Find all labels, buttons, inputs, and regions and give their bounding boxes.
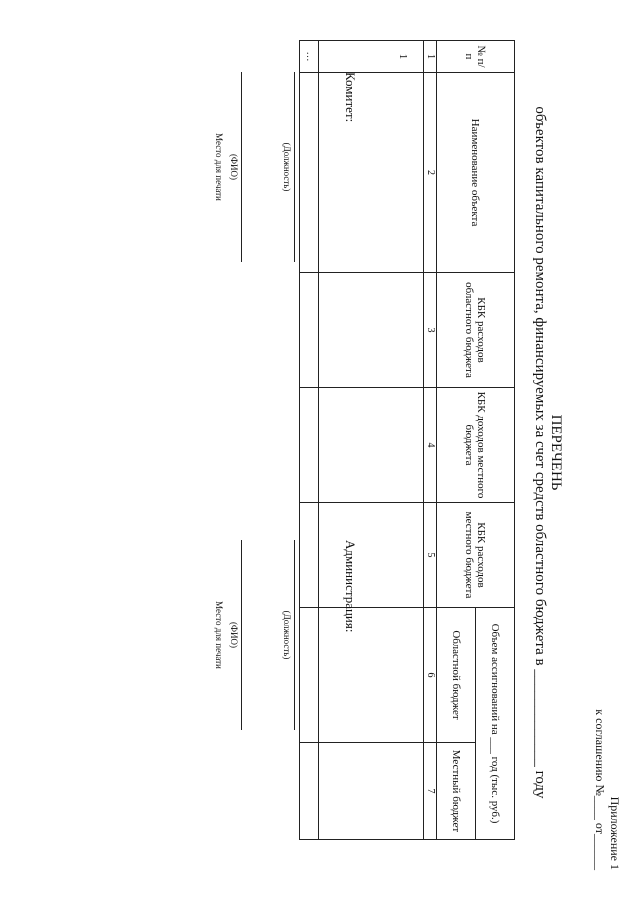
column-number: 5 xyxy=(424,503,437,608)
col-header-local-budget: Местный бюджет xyxy=(437,743,476,840)
col-header-kbk-local-expenses: КБК расходов местного бюджета xyxy=(437,503,515,608)
position-caption: (Должность) xyxy=(282,142,292,192)
col-header-kbk-local-income: КБК доходов местного бюджета xyxy=(437,388,515,503)
capital-repair-table xyxy=(299,40,515,840)
column-number: 3 xyxy=(424,273,437,388)
table-cell xyxy=(300,388,319,503)
table-cell: 1 xyxy=(319,41,424,73)
signature-line xyxy=(241,72,242,262)
document-title: ПЕРЕЧЕНЬ xyxy=(548,414,564,491)
column-number: 1 xyxy=(424,41,437,73)
table-cell xyxy=(319,503,424,608)
table-cell: … xyxy=(300,41,319,73)
table-cell xyxy=(300,273,319,388)
table-row xyxy=(300,41,319,840)
fio-caption: (ФИО) xyxy=(229,153,239,181)
stamp-place-caption: Место для печати xyxy=(214,133,224,201)
appendix-note xyxy=(593,709,622,870)
table-cell xyxy=(319,388,424,503)
table-cell xyxy=(300,73,319,273)
column-number: 2 xyxy=(424,73,437,273)
col-header-kbk-regional-expenses: КБК расходов областного бюджета xyxy=(437,273,515,388)
table-cell xyxy=(319,73,424,273)
table-row xyxy=(319,41,424,840)
table-cell xyxy=(319,743,424,840)
table-cell xyxy=(300,503,319,608)
table-cell xyxy=(300,743,319,840)
document-subtitle: объектов капитального ремонта, финансируемых за счет средств областного бюджета в _____________ году xyxy=(532,106,548,799)
column-number: 4 xyxy=(424,388,437,503)
table-header-row xyxy=(476,41,515,840)
table-cell xyxy=(300,608,319,743)
appendix-title: Приложение 1 xyxy=(608,796,622,870)
stamp-place-caption: Место для печати xyxy=(214,601,224,669)
column-number-row xyxy=(424,41,437,840)
signature-line xyxy=(294,540,295,730)
fio-caption: (ФИО) xyxy=(229,621,239,649)
col-header-number: № п/п xyxy=(437,41,515,73)
administration-label: Администрация: xyxy=(343,540,358,633)
table-cell xyxy=(319,273,424,388)
position-caption: (Должность) xyxy=(282,610,292,660)
agreement-reference: к соглашению №____ от______ xyxy=(593,709,607,870)
committee-label: Комитет: xyxy=(343,72,358,123)
col-header-allocation-group: Объем ассигнований на ___ год (тыс. руб.) xyxy=(476,608,515,840)
signature-line xyxy=(294,72,295,262)
column-number: 7 xyxy=(424,743,437,840)
col-header-regional-budget: Областной бюджет xyxy=(437,608,476,743)
col-header-name: Наименование объекта xyxy=(437,73,515,273)
table-cell xyxy=(319,608,424,743)
column-number: 6 xyxy=(424,608,437,743)
signature-line xyxy=(241,540,242,730)
